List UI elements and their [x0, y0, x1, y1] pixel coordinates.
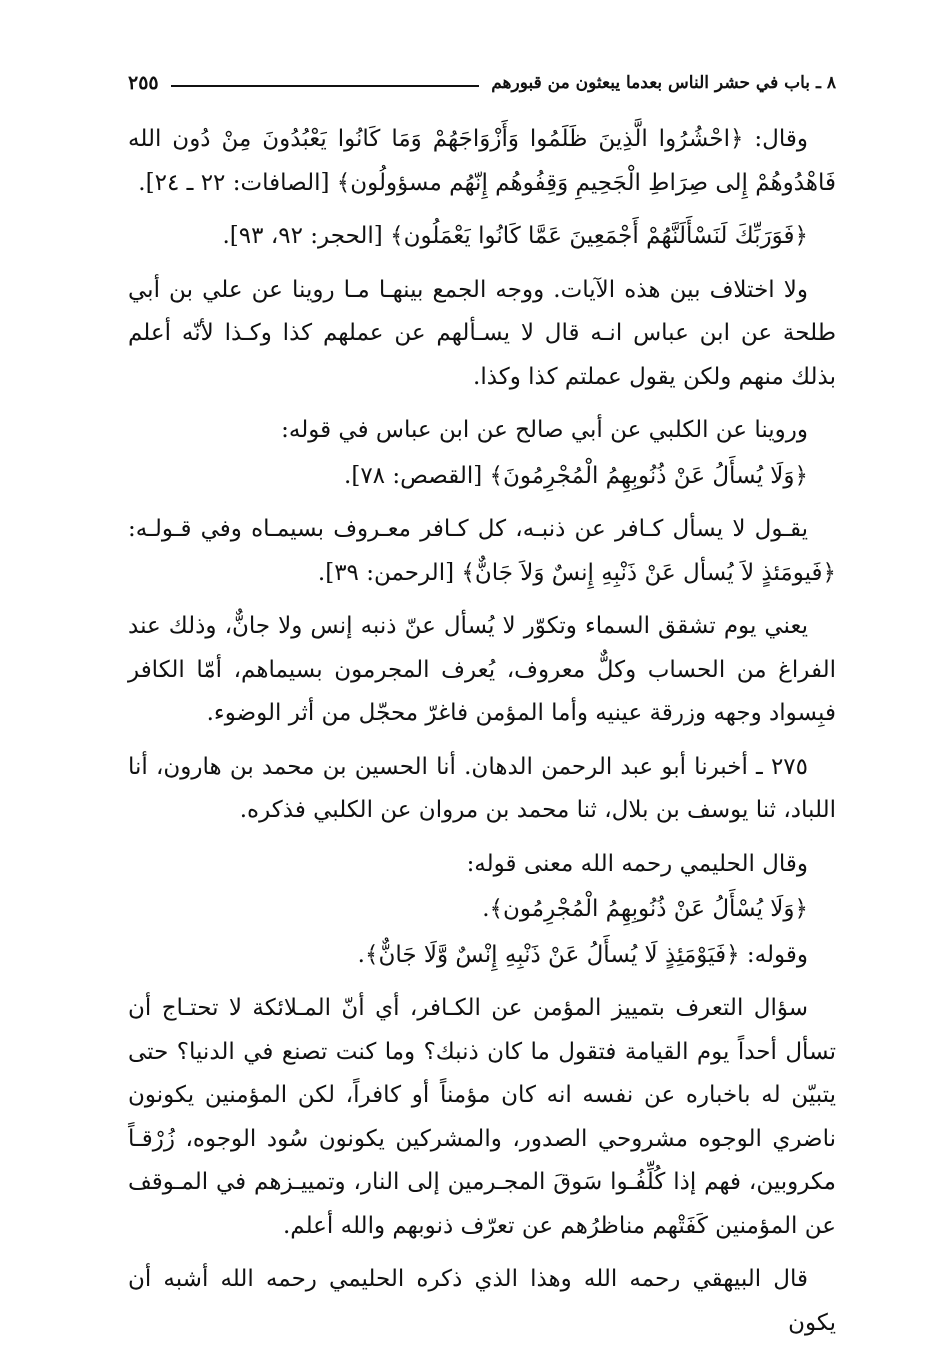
- paragraph: ولا اختلاف بين هذه الآيات. ووجه الجمع بينهـا مـا روينا عن علي بن أبي طلحة عن ابن عباس انـه قال لا يسـألهم عن عملهم كذا وكـذا لأنّه أعلم بذلك منهم ولكن يقول عملتم كذا وكذا.: [128, 276, 836, 390]
- paragraph: وقال الحليمي رحمه الله معنى قوله:: [466, 850, 808, 877]
- paragraph: يعني يوم تشقق السماء وتكوّر لا يُسأل عنّ ذنبه إنس ولا جانٌّ، وذلك عند الفراغ من الحساب وكلٌّ معروف، يُعرف المجرمون بسيماهم، أمّا الكافر فبِسواد وجهه وزرقة عينيه وأما المؤمن فاغرّ محجّل من أثر الوضوء.: [128, 613, 836, 726]
- chapter-title: ٨ ـ باب في حشر الناس بعدما يبعثون من قبورهم: [491, 73, 836, 93]
- paragraph: ﴿وَلَا يُسأَلُ عَنْ ذُنُوبِهِمُ الْمُجْرِمُونَ﴾ [القصص: ٧٨].: [344, 462, 808, 489]
- page-number: ٢٥٥: [128, 72, 159, 94]
- paragraph: وقوله: ﴿فَيَوْمَئِذٍ لَا يُسأَلُ عَنْ ذَنْبِهِ إِنْسٌ وَّلَا جَانٌّ﴾.: [357, 941, 808, 968]
- paragraph: وقال: ﴿احْشُرُوا الَّذِينَ ظَلَمُوا وَأَزْوَاجَهُمْ وَمَا كَانُوا يَعْبُدُونَ مِنْ دُون الله فَاهْدُوهُمْ إِلى صِرَاطِ الْجَحِيمِ وَقِفُوهُم إِنّهُم مسؤولُون﴾ [الصافات: ٢٢ ـ ٢٤].: [128, 126, 836, 196]
- paragraph: سؤال التعرف بتمييز المؤمن عن الكـافر، أي أنّ المـلائكة لا تحتـاج أن تسأل أحداً يوم القيامة فتقول ما كان ذنبك؟ وما كنت تصنع في الدنيا؟ حتى يتبيّن له باخباره عن نفسه انه كان مؤمناً أو كافراً، لكن المؤمنين يكونون ناضري الوجوه مشروحي الصدور، والمشركين يكونون سُود الوجوه، زُرْقـاً مكروبين، فهم إذا كُلِّفُـوا سَوقَ المجـرمين إلى النار، وتمييـزهم في المـوقف عن المؤمنين كَفَتْهم مناظرُهم عن تعرّف ذنوبهم والله أعلم.: [128, 995, 836, 1239]
- paragraph: قال البيهقي رحمه الله وهذا الذي ذكره الحليمي رحمه الله أشبه أن يكون: [128, 1266, 836, 1336]
- paragraph: ﴿فَوَرَبِّكَ لَنَسْأَلَنَّهُمْ أَجْمَعِينَ عَمَّا كَانُوا يَعْمَلُون﴾ [الحجر: ٩٢، ٩٣].: [222, 223, 808, 249]
- paragraph: يقـول لا يسأل كـافر عن ذنبـه، كل كـافر معـروف بسيمـاه وفي قـولـه: ﴿فَيومَئذٍ لاَ يُسأل عَنْ ذَنْبِهِ إِنسٌ وَلاَ جَانٌّ﴾ [الرحمن: ٣٩].: [128, 516, 836, 586]
- page-header: [128, 66, 836, 100]
- paragraph: وروينا عن الكلبي عن أبي صالح عن ابن عباس في قوله:: [281, 417, 808, 443]
- header-rule: [171, 85, 480, 87]
- page-body: [128, 118, 836, 1355]
- paragraph: ٢٧٥ ـ أخبرنا أبو عبد الرحمن الدهان. أنا الحسين بن محمد بن هارون، أنا اللباد، ثنا يوسف بن بلال، ثنا محمد بن مروان عن الكلبي فذكره.: [128, 753, 836, 823]
- paragraph: ﴿وَلَا يُسْأَلُ عَنْ ذُنُوبِهِمُ الْمُجْرِمُون﴾.: [482, 896, 808, 922]
